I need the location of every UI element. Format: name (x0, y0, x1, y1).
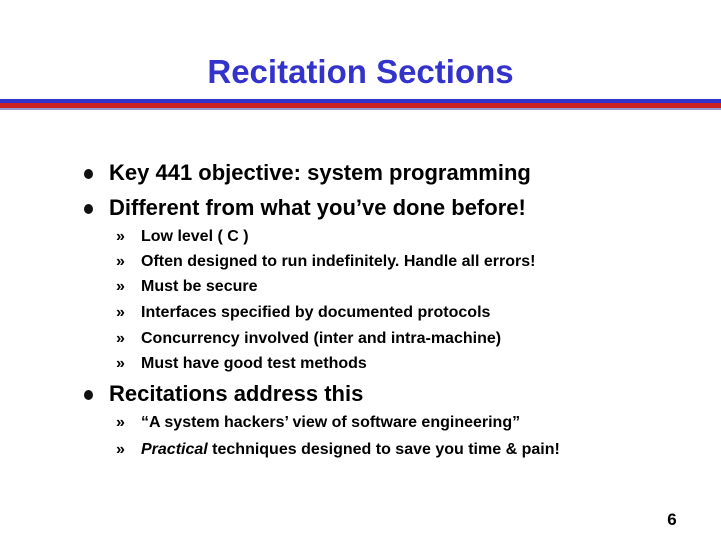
chevron-marker-icon: » (116, 441, 125, 458)
sub-bullet-item (0, 411, 721, 435)
sub-bullet-text: “A system hackers’ view of software engineering” (141, 414, 521, 431)
sub-bullet-item (0, 438, 721, 462)
sub-bullet-text: Low level ( C ) (141, 228, 249, 245)
bullet-text: Key 441 objective: system programming (109, 160, 531, 185)
bullet-text: Different from what you’ve done before! (109, 195, 526, 220)
sub-bullet-item (0, 352, 721, 376)
title-underline-rule (0, 99, 721, 111)
chevron-marker-icon: » (116, 304, 125, 321)
sub-bullet-item (0, 225, 721, 249)
chevron-marker-icon: » (116, 330, 125, 347)
slide-title: Recitation Sections (207, 53, 514, 90)
bullet-text: Recitations address this (109, 381, 364, 406)
sub-bullet-item (0, 301, 721, 325)
bullet-dot-icon (84, 204, 93, 214)
sub-bullet-text: Often designed to run indefinitely. Handle all errors! (141, 253, 536, 270)
bullet-item (0, 193, 721, 223)
rule-gray-band (0, 108, 721, 110)
page-number: 6 (667, 510, 677, 529)
emphasis-text: Practical (141, 441, 208, 458)
chevron-marker-icon: » (116, 414, 125, 431)
bullet-item (0, 158, 721, 188)
bullet-dot-icon (84, 390, 93, 400)
chevron-marker-icon: » (116, 278, 125, 295)
sub-bullet-item (0, 327, 721, 351)
sub-bullet-text (141, 438, 560, 462)
sub-bullet-text: Interfaces specified by documented protocols (141, 304, 491, 321)
sub-bullet-text: Must be secure (141, 278, 258, 295)
chevron-marker-icon: » (116, 355, 125, 372)
sub-bullet-text: Must have good test methods (141, 355, 367, 372)
bullet-dot-icon (84, 169, 93, 179)
sub-bullet-rest-text: techniques designed to save you time & pain! (207, 441, 560, 458)
chevron-marker-icon: » (116, 228, 125, 245)
sub-bullet-item (0, 275, 721, 299)
chevron-marker-icon: » (116, 253, 125, 270)
sub-bullet-item (0, 250, 721, 274)
bullet-item (0, 379, 721, 409)
sub-bullet-text: Concurrency involved (inter and intra-machine) (141, 330, 502, 347)
